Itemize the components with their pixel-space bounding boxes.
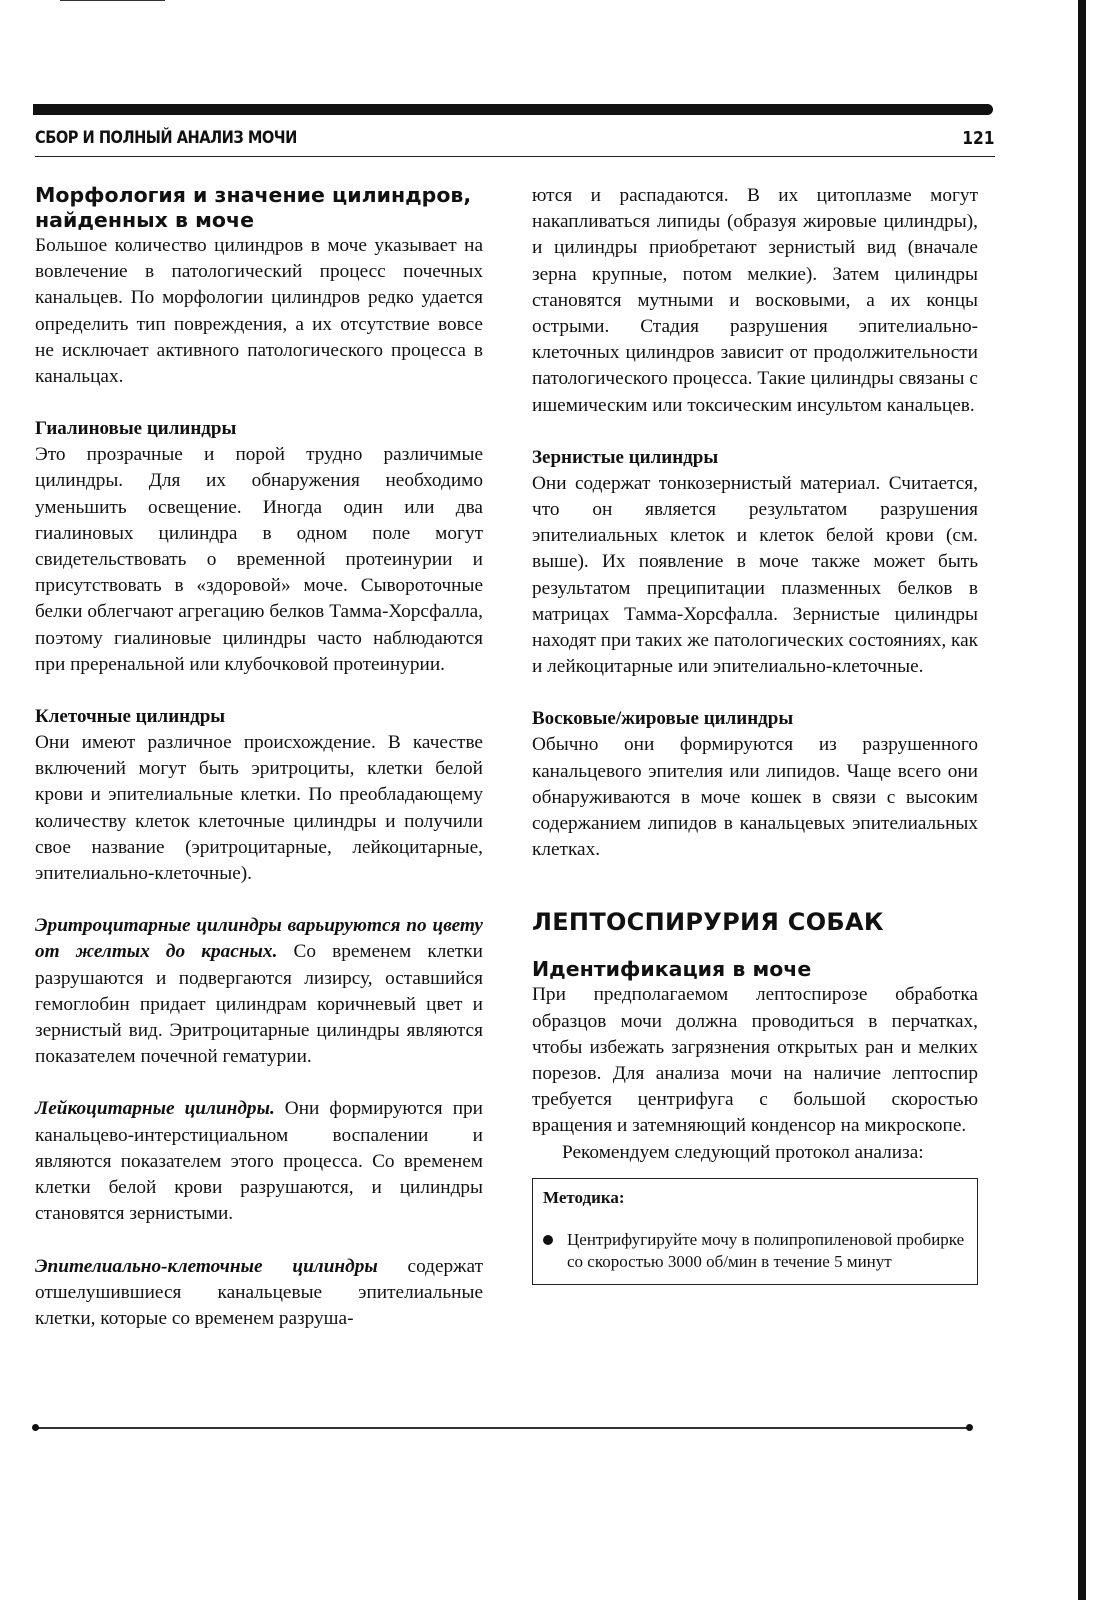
paragraph-cellular: Они имеют различное происхождение. В качестве включений могут быть эритроциты, клетки белой крови и эпителиальные клетки. По преобладающему количеству клеток клеточные цилиндры и получили свое название (эритроцитарные, лейкоцитарные, эпителиально-клеточные). [35, 732, 483, 885]
footer-dot-right [966, 1424, 973, 1431]
paragraph-protocol-intro: Рекомендуем следующий протокол анализа: [562, 1141, 924, 1163]
paragraph-granular: Они содержат тонкозернистый материал. Считается, что он является результатом разрушения эпителиальных клеток и клеток белой крови (см. выше). Их появление в моче также может быть результатом преципитации плазменных белков в матрицах Тамма-Хорсфалла. Зернистые цилиндры находят при таких же патологических состояниях, как и лейкоцитарные или эпителиально-клеточные. [532, 472, 978, 678]
paragraph-hyaline: Это прозрачные и порой трудно различимые цилиндры. Для их обнаружения необходимо уменьшить освещение. Иногда один или два гиалиновых цилиндра в одном поле могут свидетельствовать о временной протеинурии и присутствовать в «здоровой» моче. Сывороточные белки облегчают агрегацию белков Тамма-Хорсфалла, поэтому гиалиновые цилиндры часто наблюдаются при преренальной или клубочковой протеинурии. [35, 444, 483, 675]
subheading-granular: Зернистые цилиндры [532, 446, 719, 468]
lead-epithelial-casts: Эпителиально-клеточные цилиндры [35, 1255, 378, 1277]
text-epithelial-casts: содержат отшелушившиеся канальцевые эпителиальные клетки, которые со временем разруша- [35, 1255, 483, 1329]
method-item-text: Центрифугируйте мочу в полипропиленовой пробирке со скоростью 3000 об/мин в течение 5 минут [567, 1229, 965, 1272]
method-box [532, 1178, 978, 1285]
subheading-waxy: Восковые/жировые цилиндры [532, 708, 794, 730]
paragraph-epithelial-continued: ются и распадаются. В их цитоплазме могут накапливаться липиды (образуя жировые цилиндры), и цилиндры приобретают зернистый вид (вначале зерна крупные, потом мелкие). Затем цилиндры становятся мутными и восковыми, а их концы острыми. Стадия разрушения эпителиально-клеточных цилиндров зависит от продолжительности патологического процесса. Такие цилиндры связаны с ишемическим или токсическим инсультом канальцев. [532, 185, 978, 416]
text-rbc-casts: Со временем клетки разрушаются и подвергаются лизирсу, оставшийся гемоглобин придает цилиндрам коричневый цвет и зернистый вид. Эритроцитарные цилиндры являются показателем почечной гематурии. [35, 941, 483, 1068]
paragraph-wbc-casts [35, 1096, 483, 1227]
lead-wbc-casts: Лейкоцитарные цилиндры. [35, 1098, 275, 1120]
text-wbc-casts: Они формируются при канальцево-интерстициальном воспалении и являются показателем этого процесса. Со временем клетки белой крови разрушаются, и цилиндры становятся зернистыми. [35, 1098, 483, 1225]
paragraph-waxy: Обычно они формируются из разрушенного канальцевого эпителия или липидов. Чаще всего они обнаруживаются в моче кошек в связи с высоким содержанием липидов в канальцевых эпителиальных клетках. [532, 734, 978, 861]
paragraph-rbc-casts [35, 913, 483, 1070]
subheading-hyaline: Гиалиновые цилиндры [35, 418, 237, 440]
section-heading-morphology: Морфология и значение цилиндров, найденных в моче [35, 183, 472, 232]
right-column [532, 183, 978, 1285]
subheading-cellular: Клеточные цилиндры [35, 706, 226, 728]
subheading-identification: Идентификация в моче [532, 957, 812, 982]
running-head: СБОР И ПОЛНЫЙ АНАЛИЗ МОЧИ [35, 128, 297, 148]
paragraph-identification: При предполагаемом лептоспирозе обработка образцов мочи должна проводиться в перчатках, чтобы избежать загрязнения открытых ран и мелких порезов. Для анализа мочи на наличие лептоспир требуется центрифуга с большой скоростью вращения и затемняющий конденсор на микроскопе. [532, 984, 978, 1137]
method-list-item [543, 1229, 967, 1274]
page-header [35, 126, 995, 157]
header-rule [33, 104, 993, 115]
corner-line [60, 0, 165, 1]
left-column [35, 183, 483, 1332]
section-heading-leptospiruria: ЛЕПТОСПИРУРИЯ СОБАК [532, 908, 884, 937]
footer-rule [35, 1427, 970, 1429]
bullet-icon [543, 1235, 553, 1245]
footer-dot-left [32, 1424, 39, 1431]
paragraph-morphology: Большое количество цилиндров в моче указывает на вовлечение в патологический процесс почечных канальцев. По морфологии цилиндров редко удается определить тип повреждения, а их отсутствие вовсе не исключает активного патологического процесса в канальцах. [35, 235, 483, 388]
paragraph-epithelial-casts [35, 1254, 483, 1333]
page-number: 121 [962, 128, 995, 149]
method-title: Методика: [543, 1187, 625, 1207]
lead-rbc-casts: Эритроцитарные цилиндры варьируются по цвету от желтых до красных. [35, 915, 483, 963]
page-edge-shadow [1078, 0, 1086, 1600]
